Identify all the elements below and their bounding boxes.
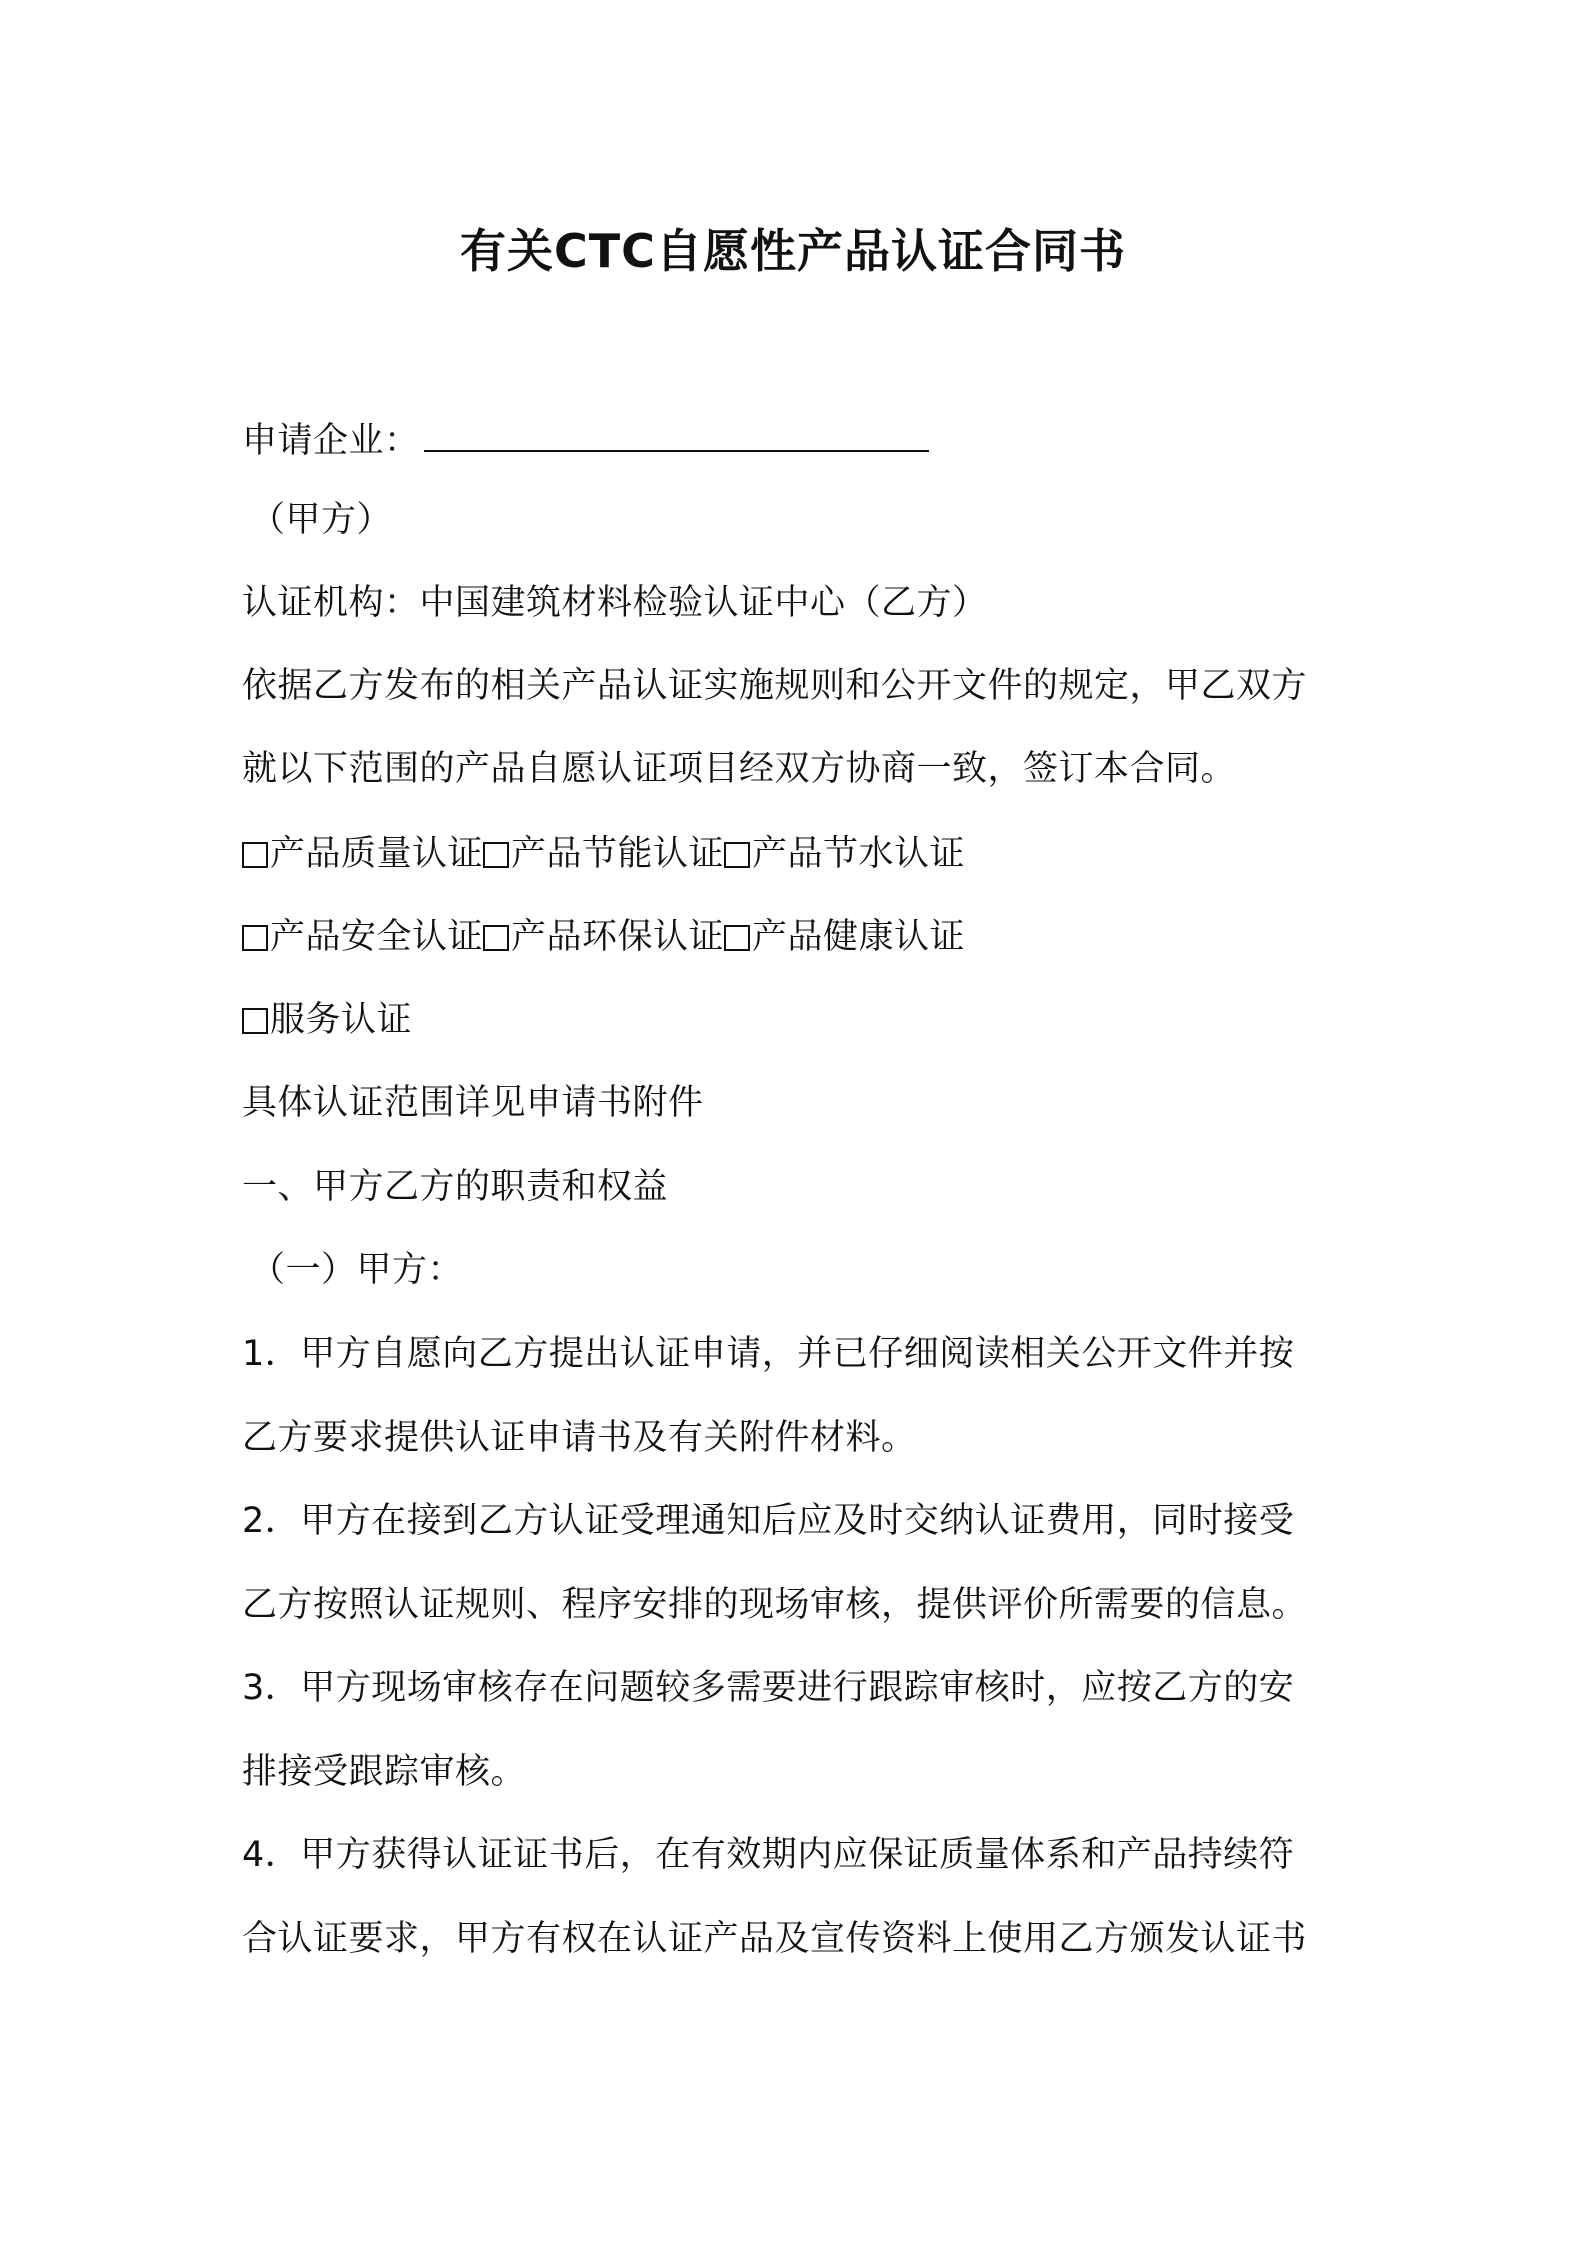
- certifier-line: 认证机构：中国建筑材料检验认证中心（乙方）: [242, 583, 988, 623]
- applicant-line: [242, 418, 929, 459]
- document-title: 有关CTC自愿性产品认证合同书: [460, 224, 1126, 278]
- clause-line: 乙方按照认证规则、程序安排的现场审核，提供评价所需要的信息。: [242, 1585, 1308, 1625]
- clause-line: 4．甲方获得认证证书后，在有效期内应保证质量体系和产品持续符: [242, 1835, 1295, 1875]
- section-1-heading: 一、甲方乙方的职责和权益: [242, 1167, 669, 1207]
- checkbox-icon: [483, 925, 509, 951]
- checkbox-icon: [483, 842, 509, 868]
- options-row-3: [242, 1000, 413, 1041]
- clause-line: 合认证要求，甲方有权在认证产品及宣传资料上使用乙方颁发认证书: [242, 1919, 1308, 1959]
- clause-line: 3．甲方现场审核存在问题较多需要进行跟踪审核时，应按乙方的安: [242, 1668, 1295, 1708]
- checkbox-icon: [724, 842, 750, 868]
- clause-line: 1．甲方自愿向乙方提出认证申请，并已仔细阅读相关公开文件并按: [242, 1334, 1295, 1374]
- option-environment: 产品环保认证: [483, 920, 724, 955]
- option-quality: 产品质量认证: [242, 837, 483, 872]
- party-a-note: （甲方）: [250, 500, 393, 540]
- checkbox-icon: [242, 842, 268, 868]
- options-row-2: [242, 917, 966, 958]
- checkbox-icon: [724, 925, 750, 951]
- option-energy: 产品节能认证: [483, 837, 724, 872]
- option-water: 产品节水认证: [724, 837, 965, 872]
- option-service: 服务认证: [242, 1003, 412, 1038]
- option-safety: 产品安全认证: [242, 920, 483, 955]
- intro-line-1: 依据乙方发布的相关产品认证实施规则和公开文件的规定，甲乙双方: [242, 666, 1308, 706]
- checkbox-icon: [242, 1008, 268, 1034]
- intro-line-2: 就以下范围的产品自愿认证项目经双方协商一致，签订本合同。: [242, 749, 1237, 789]
- clause-line: 2．甲方在接到乙方认证受理通知后应及时交纳认证费用，同时接受: [242, 1501, 1295, 1541]
- options-row-1: [242, 834, 966, 875]
- checkbox-icon: [242, 925, 268, 951]
- clause-line: 排接受跟踪审核。: [242, 1752, 527, 1792]
- scope-note: 具体认证范围详见申请书附件: [242, 1083, 704, 1123]
- clause-line: 乙方要求提供认证申请书及有关附件材料。: [242, 1418, 917, 1458]
- option-health: 产品健康认证: [724, 920, 965, 955]
- applicant-blank-field: [424, 418, 929, 452]
- subsection-1-heading: （一）甲方：: [250, 1250, 464, 1290]
- applicant-label: 申请企业：: [242, 421, 420, 461]
